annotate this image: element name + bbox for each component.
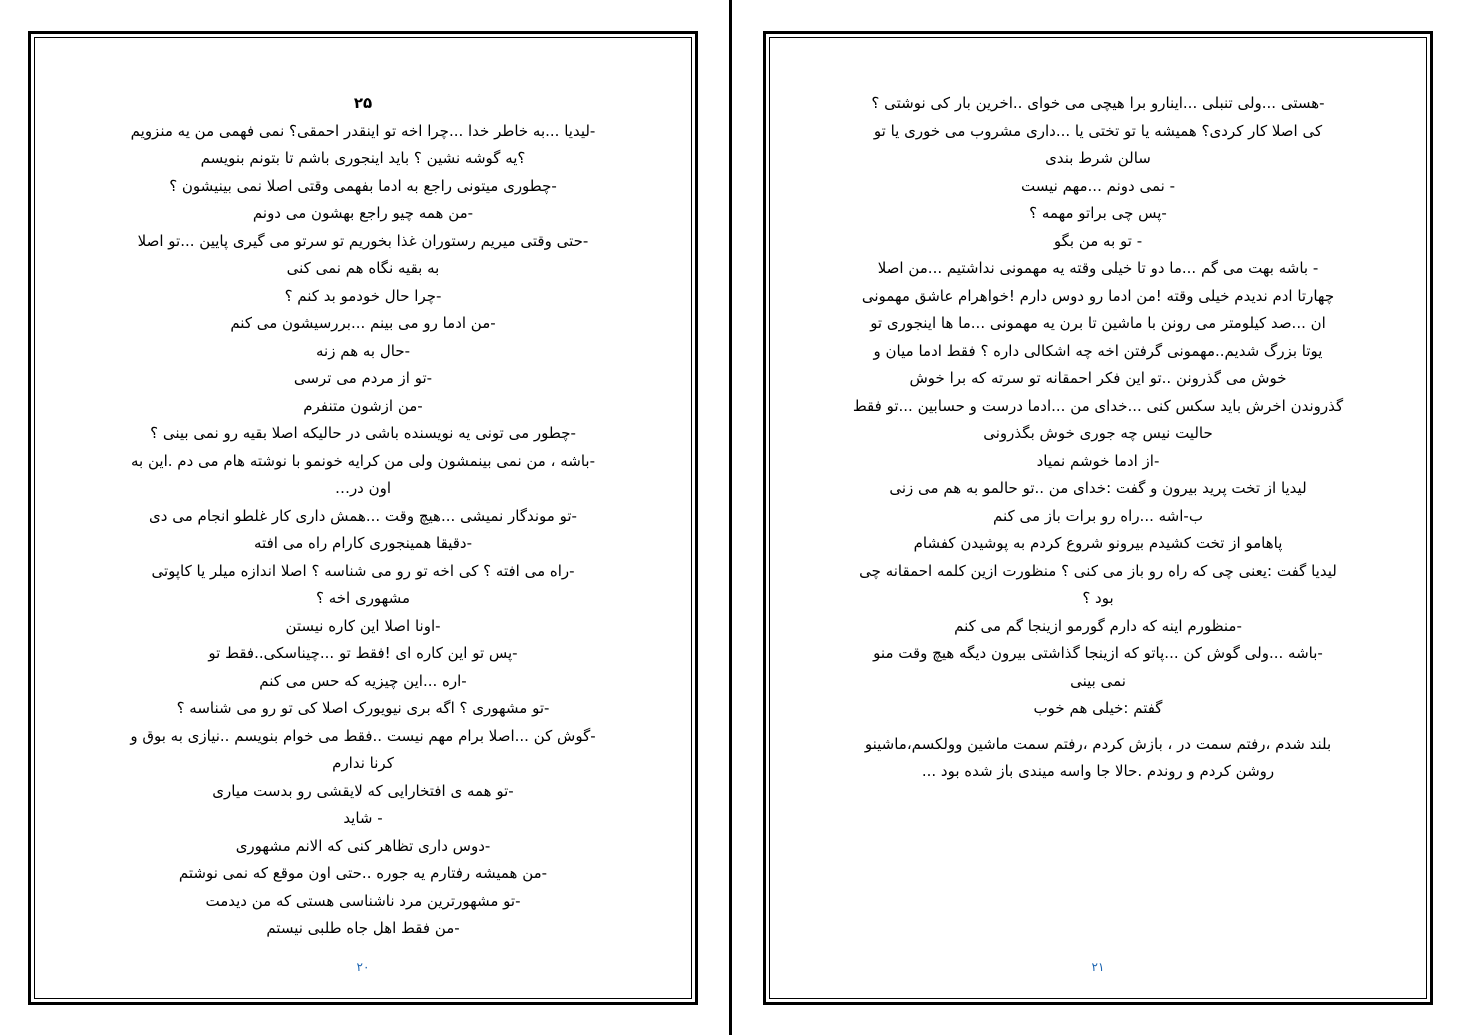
- text-line: -تو مشهورترین مرد ناشناسی هستی که من دیدمت: [205, 891, 521, 910]
- text-line: -منظورم اینه که دارم گورمو ازینجا گم می کنم: [954, 616, 1242, 635]
- text-line: -من همیشه رفتارم یه جوره ..حتی اون موقع که نمی نوشتم: [178, 864, 548, 882]
- text-line: -تو از مردم می ترسی: [293, 369, 433, 387]
- text-line: -چرا حال خودمو بد کنم ؟: [284, 286, 442, 305]
- text-line: -هستی ...ولی تنبلی ...اینارو برا هیچی می خوای ..اخرین بار کی نوشتی ؟: [871, 94, 1325, 112]
- text-line: حالیت نیس چه جوری خوش بگذرونی: [983, 424, 1213, 442]
- text-line: یوتا بزرگ شدیم..مهمونی گرفتن اخه چه اشکالی داره ؟ فقط ادما میان و: [873, 341, 1323, 360]
- text-line: -اونا اصلا این کاره نیستن: [285, 616, 441, 635]
- text-line: نمی بینی: [1070, 671, 1126, 690]
- text-line: خوش می گذرونن ..تو این فکر احمقانه تو سرته که برا خوش: [909, 369, 1287, 387]
- text-line: به بقیه نگاه هم نمی کنی: [286, 259, 440, 277]
- text-line: مشهوری اخه ؟: [315, 589, 411, 607]
- text-line: -حتی وقتی میریم رستوران غذا بخوریم تو سرتو می گیری پایین ...تو اصلا: [137, 231, 589, 250]
- text-line: گفتم :خیلی هم خوب: [1033, 699, 1163, 717]
- text-line: -من فقط اهل جاه طلبی نیستم: [266, 919, 460, 937]
- text-line: -من همه چیو راجع بهشون می دونم: [252, 204, 474, 222]
- text-line: لیدیا از تخت پرید بیرون و گفت :خدای من ..تو حالمو به هم می زنی: [889, 479, 1307, 497]
- text-line: -من ازشون متنفرم: [303, 396, 423, 415]
- left-page-number: ۲۰: [356, 960, 370, 974]
- text-line: -تو مشهوری ؟ اگه بری نیویورک اصلا کی تو رو می شناسه ؟: [176, 699, 550, 717]
- right-page: [763, 31, 1433, 1005]
- text-line: ان ...صد کیلومتر می رونن با ماشین تا برن یه مهمونی ...ما ها اینجوری تو: [870, 314, 1326, 332]
- book-spine: [729, 0, 732, 1035]
- text-line: - شاید: [343, 809, 383, 827]
- text-line: -چطوری میتونی راجع به ادما بفهمی وقتی اصلا نمی بینیشون ؟: [169, 176, 557, 195]
- text-line: چهارتا ادم ندیدم خیلی وقته !من ادما رو دوس دارم !خواهرام عاشق مهمونی: [861, 286, 1335, 305]
- text-line: - تو به من بگو: [1053, 231, 1143, 250]
- text-line: بود ؟: [1082, 589, 1114, 607]
- text-line: سالن شرط بندی: [1045, 149, 1151, 167]
- text-line: -من ادما رو می بینم ...بررسیشون می کنم: [230, 314, 496, 332]
- text-line: لیدیا گفت :یعنی چی که راه رو باز می کنی ؟ منظورت ازین کلمه احمقانه چی: [859, 561, 1337, 580]
- right-page-text: [816, 90, 1380, 786]
- text-line: -پس تو این کاره ای !فقط تو ...چیناسکی..فقط تو: [208, 644, 518, 662]
- text-line: روشن کردم و روندم .حالا جا واسه میندی باز شده بود ...: [921, 762, 1275, 780]
- text-line: -دقیقا همینجوری کارام راه می افته: [254, 534, 472, 552]
- text-line: -راه می افته ؟ کی اخه تو رو می شناسه ؟ اصلا اندازه میلر یا کاپوتی: [151, 561, 575, 580]
- text-line: -اره ...این چیزیه که حس می کنم: [259, 671, 467, 690]
- text-line: -حال به هم زنه: [315, 341, 411, 360]
- text-line: اون در…: [334, 479, 392, 497]
- text-line: بلند شدم ،رفتم سمت در ، بازش کردم ،رفتم سمت ماشین وولکسم،ماشینو: [864, 734, 1332, 753]
- text-line: ؟یه گوشه نشین ؟ باید اینجوری باشم تا بتونم بنویسم: [200, 149, 526, 167]
- text-line: -گوش کن ...اصلا برام مهم نیست ..فقط می خوام بنویسم ..نیازی به بوق و: [130, 726, 596, 745]
- text-line: -دوس داری تظاهر کنی که الانم مشهوری: [235, 836, 491, 855]
- left-page-text: [81, 90, 645, 943]
- text-line: -چطور می تونی یه نویسنده باشی در حالیکه اصلا بقیه رو نمی بینی ؟: [150, 424, 576, 442]
- text-line: -تو موندگار نمیشی ...هیچ وقت ...همش داری کار غلطو انجام می دی: [149, 506, 577, 525]
- text-line: -باشه ، من نمی بینمشون ولی من کرایه خونمو با نوشته هام می دم .این به: [131, 451, 595, 470]
- text-line: -تو همه ی افتخارایی که لایقشی رو بدست میاری: [212, 781, 514, 800]
- text-line: -پس چی براتو مهمه ؟: [1029, 204, 1167, 222]
- text-line: - باشه بهت می گم ...ما دو تا خیلی وقته یه مهمونی نداشتیم ...من اصلا: [877, 259, 1319, 277]
- text-line: -باشه ...ولی گوش کن ...پاتو که ازینجا گذاشتی بیرون دیگه هیچ وقت منو: [873, 644, 1323, 662]
- text-line: گذروندن اخرش باید سکس کنی ...خدای من ...ادما درست و حسابین ...تو فقط: [852, 396, 1344, 415]
- left-page: [28, 31, 698, 1005]
- text-line: - نمی دونم ...مهم نیست: [1021, 176, 1175, 195]
- text-line: ب-اشه ...راه رو برات باز می کنم: [993, 506, 1203, 525]
- right-page-number: ۲۱: [1091, 960, 1105, 974]
- text-line: -از ادما خوشم نمیاد: [1036, 451, 1160, 470]
- text-line: کرنا ندارم: [332, 754, 394, 772]
- text-line: کی اصلا کار کردی؟ همیشه یا تو تختی یا ...داری مشروب می خوری یا تو: [873, 121, 1323, 140]
- text-line: -لیدیا ...به خاطر خدا ...چرا اخه تو اینقدر احمقی؟ نمی فهمی من یه منزویم: [130, 121, 596, 140]
- chapter-number: ۲۵: [353, 94, 373, 112]
- text-line: پاهامو از تخت کشیدم بیرونو شروع کردم به پوشیدن کفشام: [913, 534, 1283, 552]
